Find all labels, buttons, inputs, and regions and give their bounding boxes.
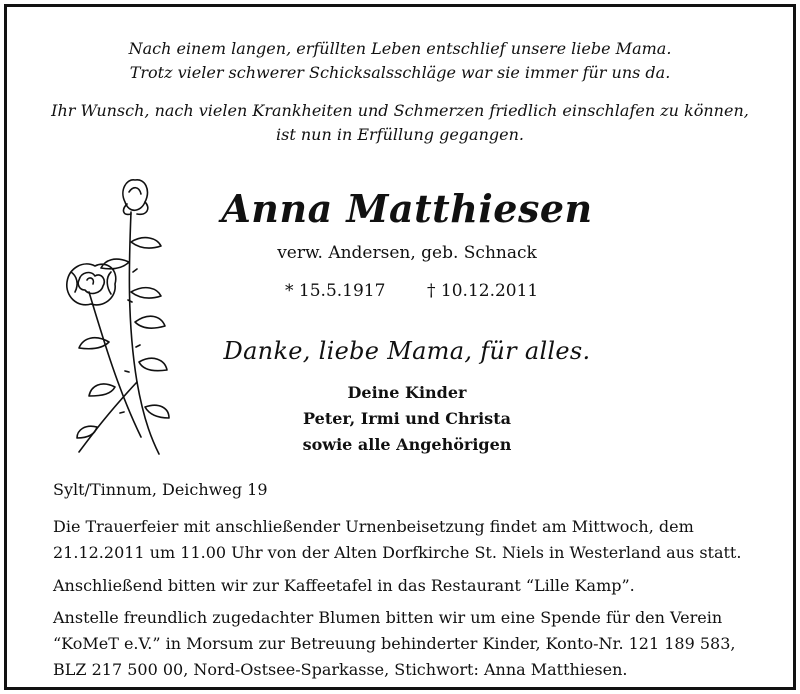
thanks-line: Danke, liebe Mama, für alles.	[223, 337, 591, 365]
death-date: † 10.12.2011	[427, 281, 539, 301]
signers-line-3: sowie alle Angehörigen	[302, 435, 512, 454]
deceased-name: Anna Matthiesen	[221, 186, 593, 231]
coffee-line: Anschließend bitten wir zur Kaffeetafel in das Restaurant “Lille Kamp”.	[53, 576, 635, 595]
signers-line-1: Deine Kinder	[347, 383, 467, 402]
donation-line-1: Anstelle freundlich zugedachter Blumen bitten wir um eine Spende für den Verein	[53, 608, 723, 627]
intro-line-2: Trotz vieler schwerer Schicksalsschläge war sie immer für uns da.	[129, 63, 671, 82]
rose-drawing-icon	[49, 172, 189, 457]
intro-line-3: Ihr Wunsch, nach vielen Krankheiten und Schmerzen friedlich einschlafen zu können,	[51, 101, 749, 120]
donation-line-3: BLZ 217 500 00, Nord-Ostsee-Sparkasse, Stichwort: Anna Matthiesen.	[53, 660, 628, 679]
intro-line-4: ist nun in Erfüllung gegangen.	[276, 125, 524, 144]
intro-line-1: Nach einem langen, erfüllten Leben entschlief unsere liebe Mama.	[128, 39, 672, 58]
ceremony-line-2: 21.12.2011 um 11.00 Uhr von der Alten Dorfkirche St. Niels in Westerland aus statt.	[53, 543, 742, 562]
donation-line-2: “KoMeT e.V.” in Morsum zur Betreuung behinderter Kinder, Konto-Nr. 121 189 583,	[53, 634, 736, 653]
address-line: Sylt/Tinnum, Deichweg 19	[53, 480, 268, 499]
deceased-maiden-name: verw. Andersen, geb. Schnack	[277, 243, 537, 263]
ceremony-line-1: Die Trauerfeier mit anschließender Urnenbeisetzung findet am Mittwoch, dem	[53, 517, 694, 536]
signers-block	[217, 380, 597, 458]
donation-paragraph	[53, 605, 773, 683]
signers-line-2: Peter, Irmi und Christa	[303, 409, 511, 428]
birth-date: * 15.5.1917	[285, 281, 386, 301]
intro-paragraph-2	[7, 99, 793, 147]
intro-paragraph-1	[7, 37, 793, 85]
ceremony-paragraph	[53, 514, 773, 566]
obituary-frame	[4, 4, 796, 690]
